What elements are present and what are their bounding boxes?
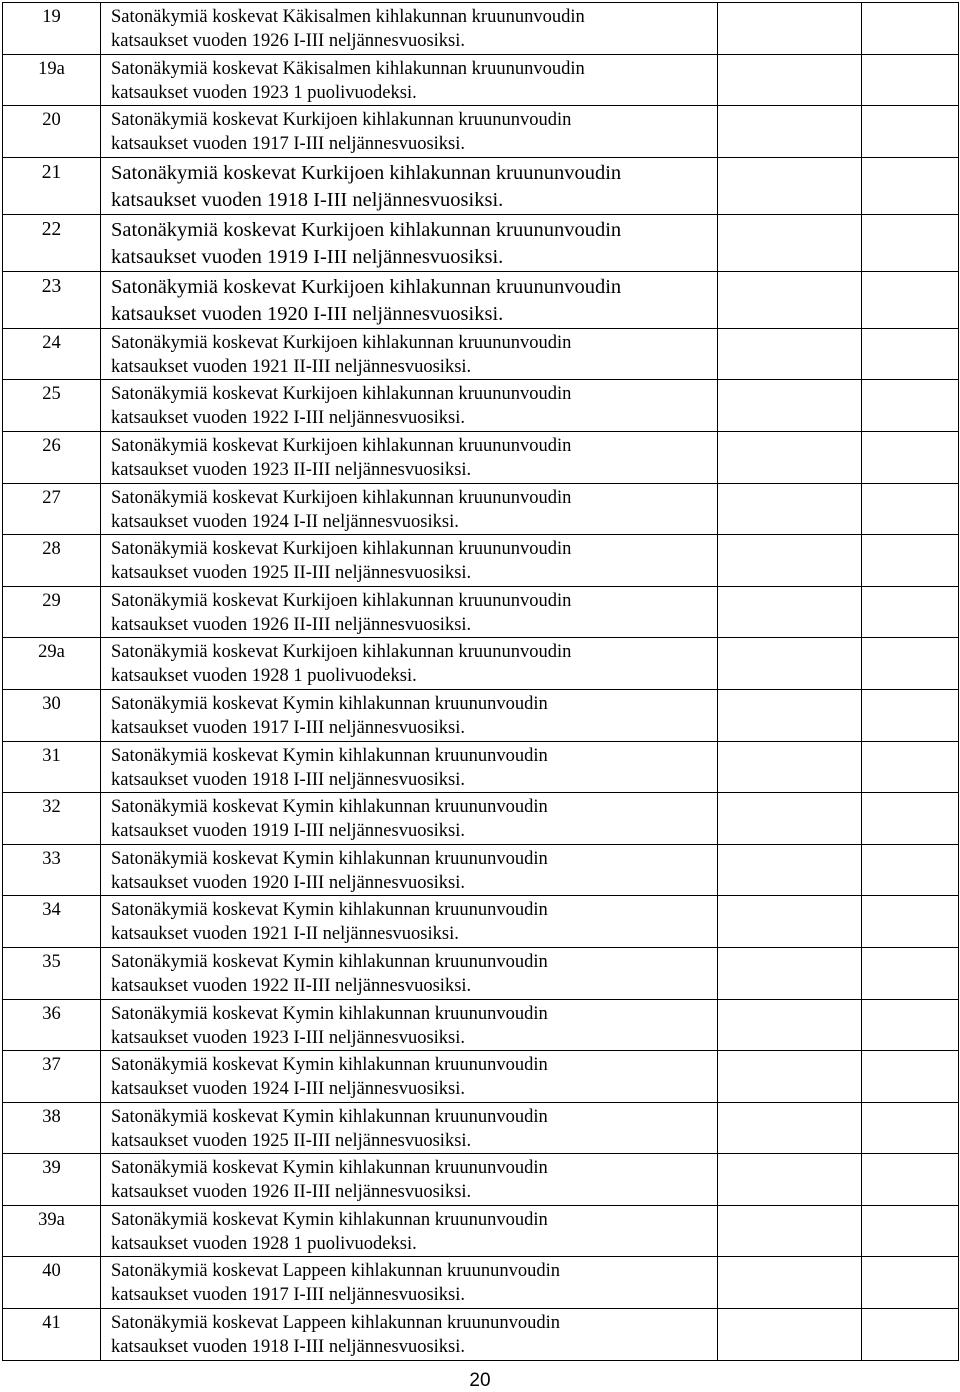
empty-cell xyxy=(862,689,959,741)
description-line-2: katsaukset vuoden 1920 I-III neljännesvuosiksi. xyxy=(111,302,504,325)
description-line-2: katsaukset vuoden 1917 I-III neljännesvuosiksi. xyxy=(111,134,465,155)
item-number: 29a xyxy=(3,638,101,690)
table-row xyxy=(3,741,959,793)
description-line-1: Satonäkymiä koskevat Kymin kihlakunnan kruununvoudin xyxy=(111,693,548,714)
item-description xyxy=(101,1102,718,1154)
description-line-1: Satonäkymiä koskevat Kurkijoen kihlakunnan kruununvoudin xyxy=(111,642,572,663)
item-number: 26 xyxy=(3,431,101,483)
item-number: 30 xyxy=(3,689,101,741)
empty-cell xyxy=(862,638,959,690)
empty-cell xyxy=(862,844,959,896)
item-description xyxy=(101,3,718,55)
empty-cell xyxy=(718,689,862,741)
description-line-2: katsaukset vuoden 1921 II-III neljännesvuosiksi. xyxy=(111,356,472,377)
item-number: 28 xyxy=(3,535,101,587)
item-number: 38 xyxy=(3,1102,101,1154)
item-number: 36 xyxy=(3,999,101,1051)
description-line-1: Satonäkymiä koskevat Kymin kihlakunnan kruununvoudin xyxy=(111,1106,548,1127)
description-line-1: Satonäkymiä koskevat Käkisalmen kihlakunnan kruununvoudin xyxy=(111,7,585,27)
description-line-1: Satonäkymiä koskevat Kymin kihlakunnan kruununvoudin xyxy=(111,848,548,869)
table-row xyxy=(3,3,959,55)
item-number: 19a xyxy=(3,54,101,106)
empty-cell xyxy=(862,1102,959,1154)
description-line-2: katsaukset vuoden 1923 I-III neljännesvuosiksi. xyxy=(111,1027,465,1048)
table-row xyxy=(3,535,959,587)
table-row xyxy=(3,844,959,896)
description-line-1: Satonäkymiä koskevat Kurkijoen kihlakunnan kruununvoudin xyxy=(111,539,572,560)
table-row xyxy=(3,328,959,380)
table-row xyxy=(3,896,959,948)
empty-cell xyxy=(862,431,959,483)
description-line-2: katsaukset vuoden 1919 I-III neljännesvuosiksi. xyxy=(111,245,504,268)
description-line-2: katsaukset vuoden 1924 I-II neljännesvuosiksi. xyxy=(111,511,459,532)
empty-cell xyxy=(718,1051,862,1103)
empty-cell xyxy=(862,54,959,106)
empty-cell xyxy=(862,157,959,214)
empty-cell xyxy=(718,535,862,587)
empty-cell xyxy=(862,1205,959,1257)
description-line-2: katsaukset vuoden 1919 I-III neljännesvuosiksi. xyxy=(111,821,465,842)
empty-cell xyxy=(718,157,862,214)
item-description xyxy=(101,1051,718,1103)
empty-cell xyxy=(718,896,862,948)
item-description xyxy=(101,535,718,587)
empty-cell xyxy=(718,3,862,55)
description-line-1: Satonäkymiä koskevat Kymin kihlakunnan kruununvoudin xyxy=(111,1158,548,1179)
empty-cell xyxy=(862,214,959,271)
item-number: 33 xyxy=(3,844,101,896)
description-line-2: katsaukset vuoden 1928 1 puolivuodeksi. xyxy=(111,666,417,687)
item-description xyxy=(101,1309,718,1361)
table-row xyxy=(3,214,959,271)
empty-cell xyxy=(862,106,959,158)
item-number: 24 xyxy=(3,328,101,380)
item-description xyxy=(101,586,718,638)
empty-cell xyxy=(718,1154,862,1206)
description-line-1: Satonäkymiä koskevat Kurkijoen kihlakunnan kruununvoudin xyxy=(111,590,572,611)
table-row xyxy=(3,1309,959,1361)
empty-cell xyxy=(718,586,862,638)
empty-cell xyxy=(862,1154,959,1206)
description-line-2: katsaukset vuoden 1926 II-III neljännesvuosiksi. xyxy=(111,1182,472,1203)
table-row xyxy=(3,54,959,106)
archive-listing-table xyxy=(2,2,959,1361)
description-line-2: katsaukset vuoden 1918 I-III neljännesvuosiksi. xyxy=(111,188,504,211)
table-row xyxy=(3,1205,959,1257)
item-number: 19 xyxy=(3,3,101,55)
description-line-2: katsaukset vuoden 1921 I-II neljännesvuosiksi. xyxy=(111,924,459,945)
description-line-2: katsaukset vuoden 1926 I-III neljännesvuosiksi. xyxy=(111,31,465,51)
description-line-2: katsaukset vuoden 1928 1 puolivuodeksi. xyxy=(111,1233,417,1254)
empty-cell xyxy=(862,328,959,380)
description-line-1: Satonäkymiä koskevat Kurkijoen kihlakunnan kruununvoudin xyxy=(111,110,572,131)
item-number: 39 xyxy=(3,1154,101,1206)
item-description xyxy=(101,380,718,432)
item-description xyxy=(101,106,718,158)
item-number: 22 xyxy=(3,214,101,271)
empty-cell xyxy=(718,741,862,793)
description-line-2: katsaukset vuoden 1923 1 puolivuodeksi. xyxy=(111,82,417,103)
item-description xyxy=(101,793,718,845)
item-description xyxy=(101,214,718,271)
description-line-1: Satonäkymiä koskevat Kymin kihlakunnan kruununvoudin xyxy=(111,1003,548,1024)
item-description xyxy=(101,157,718,214)
description-line-2: katsaukset vuoden 1925 II-III neljännesvuosiksi. xyxy=(111,1130,472,1151)
table-row xyxy=(3,689,959,741)
description-line-1: Satonäkymiä koskevat Kurkijoen kihlakunnan kruununvoudin xyxy=(111,435,572,456)
item-number: 27 xyxy=(3,483,101,535)
item-description xyxy=(101,741,718,793)
empty-cell xyxy=(862,535,959,587)
empty-cell xyxy=(718,1205,862,1257)
item-description xyxy=(101,638,718,690)
description-line-2: katsaukset vuoden 1917 I-III neljännesvuosiksi. xyxy=(111,717,465,738)
empty-cell xyxy=(862,947,959,999)
table-row xyxy=(3,999,959,1051)
empty-cell xyxy=(862,1257,959,1309)
empty-cell xyxy=(862,999,959,1051)
item-description xyxy=(101,431,718,483)
table-row xyxy=(3,1154,959,1206)
empty-cell xyxy=(862,3,959,55)
item-number: 25 xyxy=(3,380,101,432)
description-line-1: Satonäkymiä koskevat Kurkijoen kihlakunnan kruununvoudin xyxy=(111,218,622,241)
description-line-2: katsaukset vuoden 1924 I-III neljännesvuosiksi. xyxy=(111,1079,465,1100)
empty-cell xyxy=(862,896,959,948)
table-row xyxy=(3,483,959,535)
item-description xyxy=(101,1154,718,1206)
table-row xyxy=(3,947,959,999)
description-line-2: katsaukset vuoden 1918 I-III neljännesvuosiksi. xyxy=(111,769,465,790)
description-line-2: katsaukset vuoden 1923 II-III neljännesvuosiksi. xyxy=(111,459,472,480)
table-row xyxy=(3,157,959,214)
empty-cell xyxy=(862,586,959,638)
table-row xyxy=(3,380,959,432)
description-line-1: Satonäkymiä koskevat Kurkijoen kihlakunnan kruununvoudin xyxy=(111,332,572,353)
item-number: 41 xyxy=(3,1309,101,1361)
description-line-1: Satonäkymiä koskevat Kymin kihlakunnan kruununvoudin xyxy=(111,951,548,972)
description-line-1: Satonäkymiä koskevat Lappeen kihlakunnan kruununvoudin xyxy=(111,1261,561,1282)
description-line-1: Satonäkymiä koskevat Kurkijoen kihlakunnan kruununvoudin xyxy=(111,161,622,184)
item-description xyxy=(101,1257,718,1309)
item-number: 39a xyxy=(3,1205,101,1257)
description-line-1: Satonäkymiä koskevat Kymin kihlakunnan kruununvoudin xyxy=(111,797,548,818)
item-number: 20 xyxy=(3,106,101,158)
description-line-2: katsaukset vuoden 1918 I-III neljännesvuosiksi. xyxy=(111,1337,465,1358)
description-line-1: Satonäkymiä koskevat Kymin kihlakunnan kruununvoudin xyxy=(111,1209,548,1230)
empty-cell xyxy=(718,793,862,845)
item-description xyxy=(101,328,718,380)
empty-cell xyxy=(718,1102,862,1154)
item-description xyxy=(101,999,718,1051)
description-line-1: Satonäkymiä koskevat Käkisalmen kihlakunnan kruununvoudin xyxy=(111,58,585,79)
item-number: 37 xyxy=(3,1051,101,1103)
empty-cell xyxy=(718,999,862,1051)
item-description xyxy=(101,844,718,896)
table-row xyxy=(3,106,959,158)
description-line-2: katsaukset vuoden 1922 I-III neljännesvuosiksi. xyxy=(111,408,465,429)
item-description xyxy=(101,689,718,741)
empty-cell xyxy=(862,1051,959,1103)
description-line-1: Satonäkymiä koskevat Kurkijoen kihlakunnan kruununvoudin xyxy=(111,487,572,508)
item-description xyxy=(101,947,718,999)
description-line-1: Satonäkymiä koskevat Lappeen kihlakunnan kruununvoudin xyxy=(111,1313,561,1334)
item-description xyxy=(101,271,718,328)
table-row xyxy=(3,586,959,638)
page-number: 20 xyxy=(469,1370,491,1391)
empty-cell xyxy=(718,328,862,380)
empty-cell xyxy=(718,106,862,158)
description-line-1: Satonäkymiä koskevat Kymin kihlakunnan kruununvoudin xyxy=(111,900,548,921)
item-number: 35 xyxy=(3,947,101,999)
empty-cell xyxy=(718,947,862,999)
empty-cell xyxy=(862,741,959,793)
table-row xyxy=(3,271,959,328)
empty-cell xyxy=(718,638,862,690)
empty-cell xyxy=(718,214,862,271)
table-row xyxy=(3,793,959,845)
item-description xyxy=(101,896,718,948)
table-row xyxy=(3,431,959,483)
table-row xyxy=(3,1257,959,1309)
description-line-1: Satonäkymiä koskevat Kymin kihlakunnan kruununvoudin xyxy=(111,745,548,766)
item-number: 34 xyxy=(3,896,101,948)
item-number: 40 xyxy=(3,1257,101,1309)
empty-cell xyxy=(718,380,862,432)
empty-cell xyxy=(862,483,959,535)
item-number: 21 xyxy=(3,157,101,214)
empty-cell xyxy=(862,271,959,328)
item-number: 31 xyxy=(3,741,101,793)
item-number: 29 xyxy=(3,586,101,638)
empty-cell xyxy=(718,1309,862,1361)
item-number: 32 xyxy=(3,793,101,845)
empty-cell xyxy=(862,793,959,845)
table-row xyxy=(3,1102,959,1154)
empty-cell xyxy=(862,1309,959,1361)
item-description xyxy=(101,1205,718,1257)
empty-cell xyxy=(718,483,862,535)
empty-cell xyxy=(718,271,862,328)
description-line-1: Satonäkymiä koskevat Kymin kihlakunnan kruununvoudin xyxy=(111,1055,548,1076)
empty-cell xyxy=(862,380,959,432)
empty-cell xyxy=(718,844,862,896)
description-line-2: katsaukset vuoden 1925 II-III neljännesvuosiksi. xyxy=(111,563,472,584)
description-line-1: Satonäkymiä koskevat Kurkijoen kihlakunnan kruununvoudin xyxy=(111,384,572,405)
table-row xyxy=(3,1051,959,1103)
description-line-2: katsaukset vuoden 1926 II-III neljännesvuosiksi. xyxy=(111,614,472,635)
table-row xyxy=(3,638,959,690)
item-description xyxy=(101,483,718,535)
description-line-2: katsaukset vuoden 1917 I-III neljännesvuosiksi. xyxy=(111,1285,465,1306)
description-line-1: Satonäkymiä koskevat Kurkijoen kihlakunnan kruununvoudin xyxy=(111,275,622,298)
empty-cell xyxy=(718,54,862,106)
description-line-2: katsaukset vuoden 1920 I-III neljännesvuosiksi. xyxy=(111,872,465,893)
item-description xyxy=(101,54,718,106)
description-line-2: katsaukset vuoden 1922 II-III neljännesvuosiksi. xyxy=(111,975,472,996)
table-body xyxy=(3,3,959,1361)
item-number: 23 xyxy=(3,271,101,328)
empty-cell xyxy=(718,431,862,483)
empty-cell xyxy=(718,1257,862,1309)
